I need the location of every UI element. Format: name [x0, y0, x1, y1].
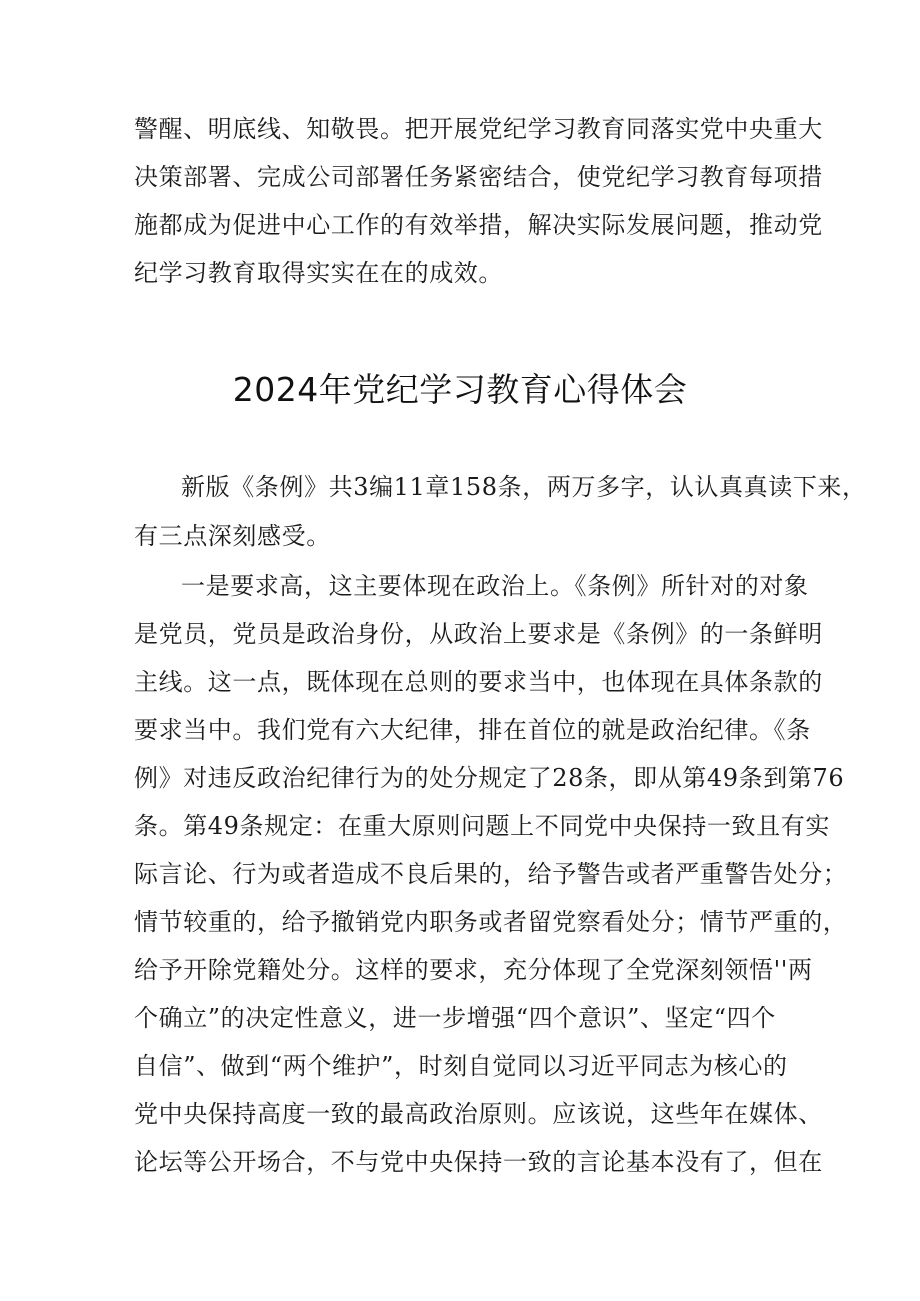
paragraph-line: 有三点深刻感受。 [134, 522, 331, 550]
paragraph-line: 一是要求高，这主要体现在政治上。《条例》所针对的对象 [181, 572, 809, 600]
paragraph-line: 自信”、做到“两个维护”，时刻自觉同以习近平同志为核心的 [134, 1052, 788, 1080]
paragraph-line: 论坛等公开场合，不与党中央保持一致的言论基本没有了，但在 [134, 1148, 823, 1176]
paragraph-line: 例》对违反政治纪律行为的处分规定了28条，即从第49条到第76 [134, 764, 845, 792]
paragraph-line: 情节较重的，给予撤销党内职务或者留党察看处分；情节严重的， [134, 908, 848, 936]
intro-line: 施都成为促进中心工作的有效举措，解决实际发展问题，推动党 [134, 211, 823, 239]
paragraph-line: 党中央保持高度一致的最高政治原则。应该说，这些年在媒体、 [134, 1100, 823, 1128]
paragraph-line: 际言论、行为或者造成不良后果的，给予警告或者严重警告处分； [134, 860, 848, 888]
paragraph-line: 主线。这一点，既体现在总则的要求当中，也体现在具体条款的 [134, 668, 823, 696]
paragraph-line: 新版《条例》共3编11章158条，两万多字，认认真真读下来， [181, 473, 867, 501]
paragraph-line: 是党员，党员是政治身份，从政治上要求是《条例》的一条鲜明 [134, 620, 823, 648]
intro-line: 纪学习教育取得实实在在的成效。 [134, 259, 503, 287]
intro-line: 决策部署、完成公司部署任务紧密结合，使党纪学习教育每项措 [134, 163, 823, 191]
paragraph-line: 个确立”的决定性意义，进一步增强“四个意识”、坚定“四个 [134, 1004, 776, 1032]
paragraph-line: 要求当中。我们党有六大纪律，排在首位的就是政治纪律。《条 [134, 716, 811, 744]
document-title: 2024年党纪学习教育心得体会 [232, 370, 688, 409]
paragraph-line: 条。第49条规定：在重大原则问题上不同党中央保持一致且有实 [134, 812, 830, 840]
intro-line: 警醒、明底线、知敬畏。把开展党纪学习教育同落实党中央重大 [134, 115, 823, 143]
paragraph-line: 给予开除党籍处分。这样的要求，充分体现了全党深刻领悟''两 [134, 956, 813, 984]
